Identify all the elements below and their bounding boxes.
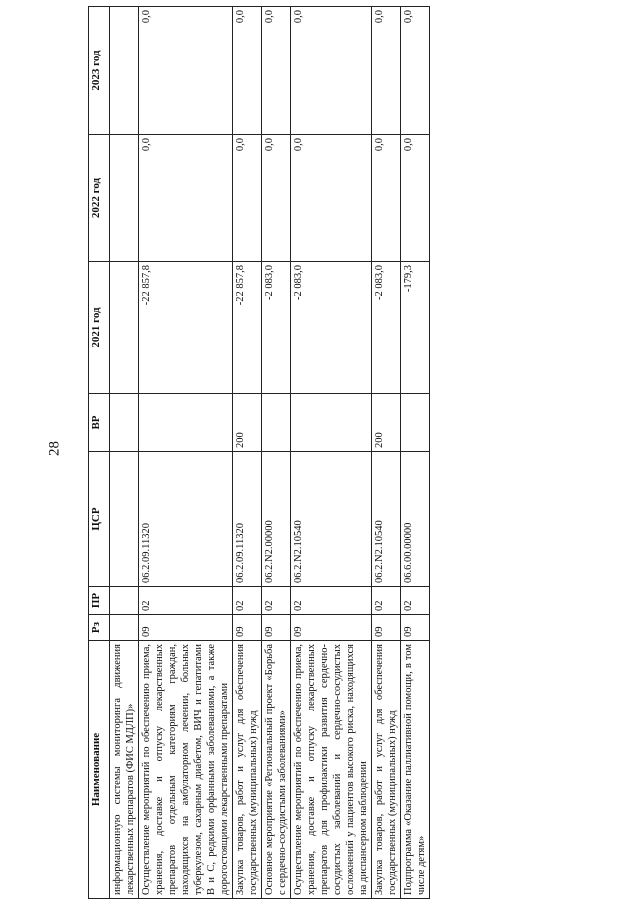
row-2021: -2 083,0 (372, 262, 401, 394)
table-row (262, 7, 291, 899)
header-2022: 2022 год (89, 135, 110, 262)
row-2022: 0,0 (372, 135, 401, 262)
table-row (139, 7, 233, 899)
row-vr: 200 (372, 394, 401, 452)
row-2022 (110, 135, 139, 262)
row-rz: 09 (372, 615, 401, 641)
row-vr (110, 394, 139, 452)
row-csr: 06.2.09.11320 (139, 452, 233, 587)
row-2022: 0,0 (401, 135, 430, 262)
header-csr: ЦСР (89, 452, 110, 587)
row-csr: 06.6.00.00000 (401, 452, 430, 587)
row-2023: 0,0 (139, 7, 233, 135)
header-2021: 2021 год (89, 262, 110, 394)
row-2023: 0,0 (401, 7, 430, 135)
header-vr: ВР (89, 394, 110, 452)
page-number: 28 (46, 441, 63, 456)
row-name: Осуществление мероприятий по обеспечению приема, хранения, доставке и отпуску лекарственных препаратов для профилактики развития сердечно-сосудистых заболеваний и сердечно-сосудистых осложнений у пациентов высокого риска, находящихся на диспансерном наблюдении (291, 641, 372, 899)
row-name: Закупка товаров, работ и услуг для обеспечения государственных (муниципальных) нужд (233, 641, 262, 899)
row-2023 (110, 7, 139, 135)
header-pr: ПР (89, 587, 110, 615)
table-row (110, 7, 139, 899)
row-csr: 06.2.N2.00000 (262, 452, 291, 587)
table-row (372, 7, 401, 899)
table-row (233, 7, 262, 899)
row-csr: 06.2.09.11320 (233, 452, 262, 587)
row-2022: 0,0 (139, 135, 233, 262)
row-pr: 02 (401, 587, 430, 615)
header-name: Наименование (89, 641, 110, 899)
row-2021: -22 857,8 (139, 262, 233, 394)
row-rz (110, 615, 139, 641)
row-2021: -22 857,8 (233, 262, 262, 394)
row-2022: 0,0 (291, 135, 372, 262)
row-2023: 0,0 (291, 7, 372, 135)
row-pr (110, 587, 139, 615)
row-vr (291, 394, 372, 452)
row-rz: 09 (262, 615, 291, 641)
row-name: информационную системы мониторинга движения лекарственных препаратов (ФИС МДЛП)» (110, 641, 139, 899)
row-pr: 02 (291, 587, 372, 615)
row-csr: 06.2.N2.10540 (291, 452, 372, 587)
row-2021: -2 083,0 (262, 262, 291, 394)
row-vr (139, 394, 233, 452)
row-rz: 09 (291, 615, 372, 641)
row-name: Осуществление мероприятий по обеспечению приема, хранения, доставке и отпуску лекарственных препаратов отдельным категориям граждан, находящихся на амбулаторном лечении, больных туберкулезом, сахарным диабетом, ВИЧ и гепатитами В и С, редкими орфанными заболеваниями, а также дорогостоящими лекарственными препаратами (139, 641, 233, 899)
row-pr: 02 (262, 587, 291, 615)
row-2023: 0,0 (372, 7, 401, 135)
row-2021: -179,3 (401, 262, 430, 394)
row-pr: 02 (372, 587, 401, 615)
row-csr (110, 452, 139, 587)
row-name: Закупка товаров, работ и услуг для обеспечения государственных (муниципальных) нужд (372, 641, 401, 899)
row-pr: 02 (139, 587, 233, 615)
row-rz: 09 (139, 615, 233, 641)
row-rz: 09 (401, 615, 430, 641)
row-2022: 0,0 (262, 135, 291, 262)
row-csr: 06.2.N2.10540 (372, 452, 401, 587)
row-2023: 0,0 (262, 7, 291, 135)
row-vr: 200 (233, 394, 262, 452)
header-2023: 2023 год (89, 7, 110, 135)
row-vr (262, 394, 291, 452)
row-name: Подпрограмма «Оказание паллиативной помощи, в том числе детям» (401, 641, 430, 899)
table-row (291, 7, 372, 899)
table-header-row (89, 7, 110, 899)
table-row (401, 7, 430, 899)
row-2023: 0,0 (233, 7, 262, 135)
header-rz: Рз (89, 615, 110, 641)
row-2022: 0,0 (233, 135, 262, 262)
row-name: Основное мероприятие «Региональный проект «Борьба с сердечно-сосудистыми заболеваниями» (262, 641, 291, 899)
row-pr: 02 (233, 587, 262, 615)
budget-table (88, 6, 430, 899)
row-2021: -2 083,0 (291, 262, 372, 394)
row-vr (401, 394, 430, 452)
row-2021 (110, 262, 139, 394)
row-rz: 09 (233, 615, 262, 641)
